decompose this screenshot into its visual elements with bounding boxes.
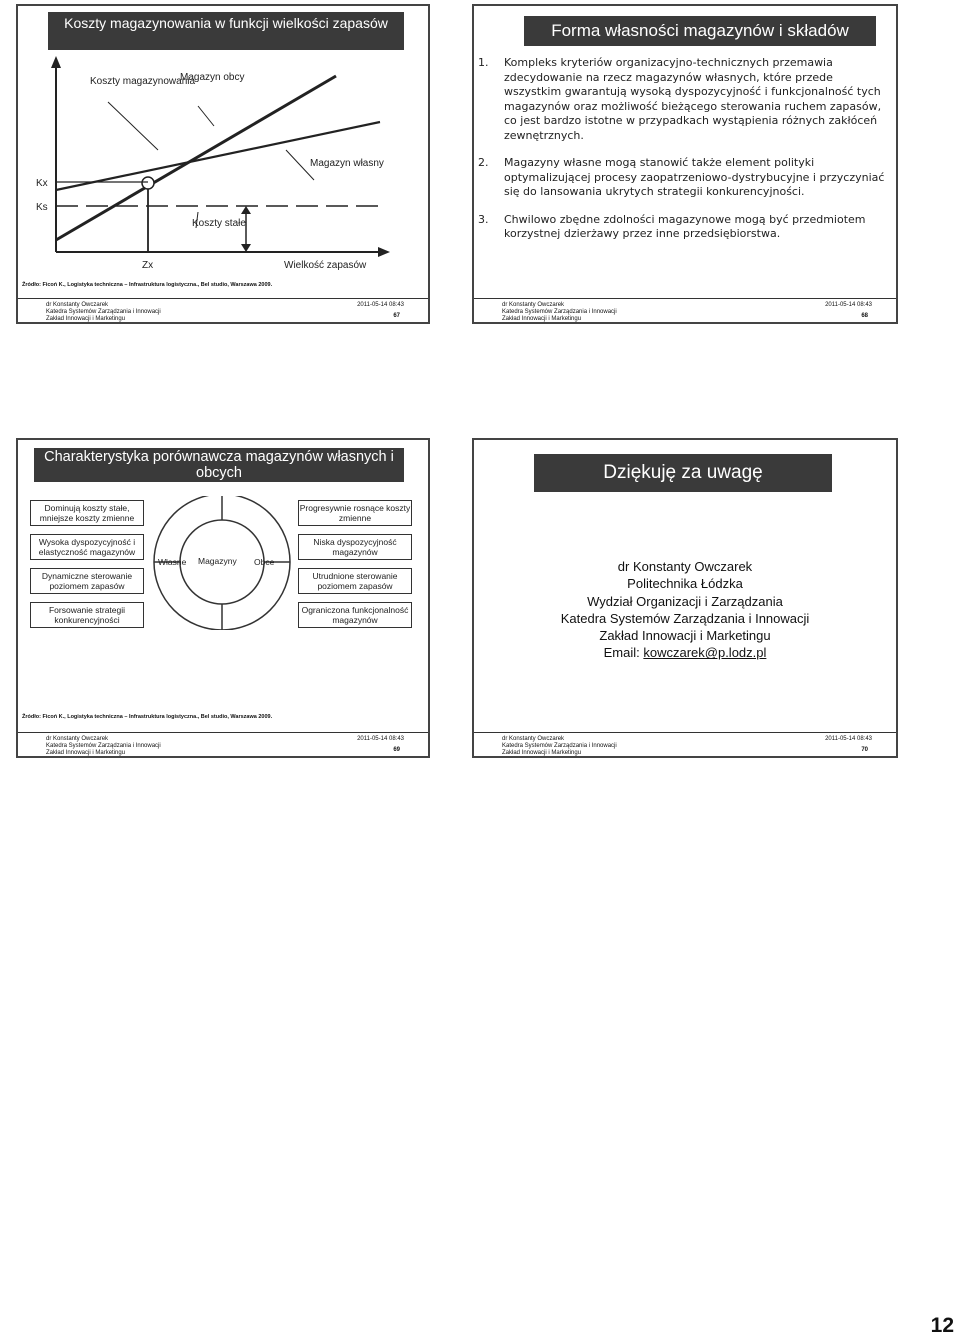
right-box: Niska dyspozycyjność magazynów xyxy=(298,534,412,560)
slide-footer xyxy=(474,732,896,756)
left-box: Wysoka dyspozycyjność i elastyczność magazynów xyxy=(30,534,144,560)
list-item-text: Chwilowo zbędne zdolności magazynowe mogą być przedmiotem korzystnej dzierżawy przez inne przedsiębiorstwa. xyxy=(504,212,866,240)
footer-unit: Zakład Innowacji i Marketingu xyxy=(502,316,582,322)
storage-cost-chart xyxy=(18,54,428,294)
email-label: Email: xyxy=(603,645,640,661)
footer-unit: Zakład Innowacji i Marketingu xyxy=(502,750,582,756)
x-axis-arrow xyxy=(378,247,390,257)
footer-timestamp: 2011-05-14 08:43 xyxy=(825,736,872,742)
source-note: Źródło: Ficoń K., Logistyka techniczna – Infrastruktura logistyczna., Bel studio, Warszawa 2009. xyxy=(22,282,273,288)
zx-label: Zx xyxy=(142,260,154,271)
left-box: Forsowanie strategii konkurencyjności xyxy=(30,602,144,628)
slide-68 xyxy=(472,4,898,324)
slide-70 xyxy=(472,438,898,758)
list-item-number: 1. xyxy=(478,56,489,69)
slide-number: 69 xyxy=(393,747,400,753)
page-number: 12 xyxy=(930,1314,954,1337)
slide-number: 68 xyxy=(861,313,868,319)
email-link[interactable]: kowczarek@p.lodz.pl xyxy=(643,645,767,661)
slide-67 xyxy=(16,4,430,324)
footer-timestamp: 2011-05-14 08:43 xyxy=(357,302,404,308)
right-box: Utrudnione sterowanie poziomem zapasów xyxy=(298,568,412,594)
left-box: Dynamiczne sterowanie poziomem zapasów xyxy=(30,568,144,594)
list-item xyxy=(478,56,888,143)
right-box: Ograniczona funkcjonalność magazynów xyxy=(298,602,412,628)
contact-block xyxy=(474,558,896,662)
slide-title: Koszty magazynowania w funkcji wielkości zapasów xyxy=(48,12,404,50)
center-label: Magazyny xyxy=(198,556,237,566)
own-warehouse-line xyxy=(56,122,380,190)
contact-university: Politechnika Łódzka xyxy=(627,576,743,592)
list-item-number: 3. xyxy=(478,212,489,226)
own-label: Własne xyxy=(158,557,187,567)
y-axis-arrow xyxy=(51,56,61,68)
slide-footer xyxy=(18,298,428,322)
slide-title: Charakterystyka porównawcza magazynów własnych i obcych xyxy=(34,448,404,482)
slide-69 xyxy=(16,438,430,758)
footer-unit: Zakład Innowacji i Marketingu xyxy=(46,316,126,322)
source-note: Źródło: Ficoń K., Logistyka techniczna – Infrastruktura logistyczna., Bel studio, Warszawa 2009. xyxy=(22,714,273,720)
slide-number: 67 xyxy=(393,313,400,319)
comparison-diagram xyxy=(18,496,428,630)
external-label: Obce xyxy=(254,557,275,567)
footer-department: Katedra Systemów Zarządzania i Innowacji xyxy=(46,743,161,749)
intersection-point xyxy=(142,177,154,189)
external-warehouse-label: Magazyn obcy xyxy=(180,72,245,83)
contact-name: dr Konstanty Owczarek xyxy=(617,559,753,574)
footer-author: dr Konstanty Owczarek xyxy=(502,302,565,308)
slide-footer xyxy=(474,298,896,322)
fixed-cost-label: Koszty stałe xyxy=(192,218,246,229)
slide-title: Forma własności magazynów i składów xyxy=(524,16,876,46)
list-item-number: 2. xyxy=(478,156,489,169)
left-box: Dominują koszty stałe, mniejsze koszty zmienne xyxy=(30,500,144,526)
footer-department: Katedra Systemów Zarządzania i Innowacji xyxy=(46,309,161,315)
contact-email-row xyxy=(474,644,896,661)
footer-author: dr Konstanty Owczarek xyxy=(502,736,565,742)
ks-label: Ks xyxy=(36,202,48,213)
own-warehouse-label: Magazyn własny xyxy=(310,158,384,169)
footer-department: Katedra Systemów Zarządzania i Innowacji xyxy=(502,743,617,749)
x-axis-label: Wielkość zapasów xyxy=(284,260,367,271)
footer-timestamp: 2011-05-14 08:43 xyxy=(825,302,872,308)
right-box: Progresywnie rosnące koszty zmienne xyxy=(298,500,412,526)
footer-timestamp: 2011-05-14 08:43 xyxy=(357,736,404,742)
footer-department: Katedra Systemów Zarządzania i Innowacji xyxy=(502,309,617,315)
slide-title: Dziękuję za uwagę xyxy=(534,454,832,492)
contact-faculty: Wydział Organizacji i Zarządzania xyxy=(587,593,783,609)
y-axis-label: Koszty magazynowania xyxy=(90,76,196,87)
footer-unit: Zakład Innowacji i Marketingu xyxy=(46,750,126,756)
list-item-text: Kompleks kryteriów organizacyjno-technicznych przemawia zdecydowanie na rzecz magazynów własnych, które przede wszystkim gwarantują wysoką dyspozycyjność i funkcjonalność tych magazynów oraz możliwość bieżącego sterowania ruchem zapasów, co jest bardzo istotne w przypadkach wystąpienia różnych zakłóceń zewnętrznych. xyxy=(504,56,882,142)
list-item-text: Magazyny własne mogą stanowić także element polityki optymalizującej procesy zaopatrzeniowo-dystrybucyjne i przyczyniać się do lansowania ukrytych strategii konkurencyjności. xyxy=(504,156,885,198)
footer-author: dr Konstanty Owczarek xyxy=(46,736,109,742)
ownership-points-list xyxy=(478,56,888,255)
list-item xyxy=(478,156,888,200)
kx-label: Kx xyxy=(36,178,48,189)
contact-unit: Zakład Innowacji i Marketingu xyxy=(599,628,771,644)
footer-author: dr Konstanty Owczarek xyxy=(46,302,109,308)
list-item xyxy=(478,213,888,242)
slide-footer xyxy=(18,732,428,756)
slide-number: 70 xyxy=(861,747,868,753)
contact-department: Katedra Systemów Zarządzania i Innowacji xyxy=(560,610,810,626)
